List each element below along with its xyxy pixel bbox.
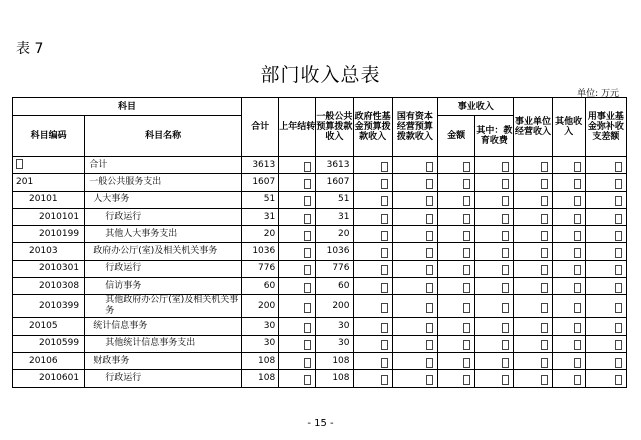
placeholder-box-icon — [615, 179, 622, 189]
fund-balance-header: 用事业基金弥补收支差额 — [585, 98, 626, 157]
gov-fund-cell — [353, 208, 392, 225]
placeholder-box-icon — [574, 340, 581, 350]
placeholder-box-icon — [615, 323, 622, 333]
placeholder-box-icon — [615, 231, 622, 241]
fund-balance-cell — [585, 226, 626, 243]
placeholder-box-icon — [574, 179, 581, 189]
business-amount-cell — [438, 352, 475, 369]
state-capital-header: 国有资本经营预算拨款收入 — [392, 98, 437, 157]
total-cell: 108 — [242, 352, 279, 369]
placeholder-box-icon — [463, 323, 470, 333]
placeholder-box-icon — [304, 358, 311, 368]
placeholder-box-icon — [426, 265, 433, 275]
placeholder-box-icon — [541, 375, 548, 385]
general-cell: 60 — [316, 278, 353, 295]
placeholder-box-icon — [574, 231, 581, 241]
placeholder-box-icon — [615, 248, 622, 258]
other-income-cell — [552, 208, 585, 225]
business-amount-cell — [438, 174, 475, 191]
state-capital-cell — [392, 278, 437, 295]
subject-code-cell: 2010199 — [13, 226, 85, 243]
placeholder-box-icon — [304, 248, 311, 258]
placeholder-box-icon — [426, 179, 433, 189]
business-amount-cell — [438, 318, 475, 335]
unit-business-cell — [514, 278, 552, 295]
placeholder-box-icon — [381, 340, 388, 350]
placeholder-box-icon — [502, 196, 509, 206]
general-cell: 3613 — [316, 157, 353, 174]
unit-business-cell — [514, 295, 552, 318]
carryover-header: 上年结转 — [279, 98, 316, 157]
fund-balance-cell — [585, 352, 626, 369]
placeholder-box-icon — [304, 214, 311, 224]
business-amount-cell — [438, 370, 475, 387]
unit-business-cell — [514, 243, 552, 260]
education-fee-cell — [475, 278, 514, 295]
unit-business-cell — [514, 318, 552, 335]
state-capital-cell — [392, 226, 437, 243]
other-income-cell — [552, 318, 585, 335]
carryover-cell — [279, 278, 316, 295]
fund-balance-cell — [585, 191, 626, 208]
placeholder-box-icon — [463, 214, 470, 224]
other-income-cell — [552, 278, 585, 295]
state-capital-cell — [392, 174, 437, 191]
table-row — [13, 295, 627, 318]
subject-name-cell: 政府办公厅(室)及相关机关事务 — [85, 243, 242, 260]
placeholder-box-icon — [381, 248, 388, 258]
unit-business-header: 事业单位经营收入 — [514, 98, 552, 157]
placeholder-box-icon — [381, 283, 388, 293]
placeholder-box-icon — [615, 340, 622, 350]
subject-name-cell: 统计信息事务 — [85, 318, 242, 335]
gov-fund-cell — [353, 157, 392, 174]
placeholder-box-icon — [426, 303, 433, 313]
subject-name-cell: 行政运行 — [85, 208, 242, 225]
placeholder-box-icon — [574, 323, 581, 333]
placeholder-box-icon — [304, 179, 311, 189]
state-capital-cell — [392, 243, 437, 260]
education-fee-cell — [475, 243, 514, 260]
table-row — [13, 157, 627, 174]
subject-name-cell: 财政事务 — [85, 352, 242, 369]
placeholder-box-icon — [463, 179, 470, 189]
placeholder-box-icon — [381, 231, 388, 241]
subject-name-cell: 信访事务 — [85, 278, 242, 295]
page-number: - 15 - — [307, 418, 334, 429]
business-amount-cell — [438, 226, 475, 243]
placeholder-box-icon — [463, 248, 470, 258]
document-title: 部门收入总表 — [260, 64, 381, 86]
gov-fund-cell — [353, 278, 392, 295]
placeholder-box-icon — [463, 231, 470, 241]
fund-balance-cell — [585, 318, 626, 335]
carryover-cell — [279, 208, 316, 225]
gov-fund-cell — [353, 243, 392, 260]
total-cell: 1036 — [242, 243, 279, 260]
business-amount-cell — [438, 260, 475, 277]
placeholder-box-icon — [426, 162, 433, 172]
subject-name-cell: 人大事务 — [85, 191, 242, 208]
placeholder-box-icon — [502, 248, 509, 258]
education-fee-cell — [475, 208, 514, 225]
unit-business-cell — [514, 370, 552, 387]
placeholder-box-icon — [381, 358, 388, 368]
placeholder-box-icon — [615, 283, 622, 293]
business-amount-cell — [438, 295, 475, 318]
placeholder-box-icon — [541, 179, 548, 189]
carryover-cell — [279, 226, 316, 243]
carryover-cell — [279, 260, 316, 277]
unit-business-cell — [514, 208, 552, 225]
placeholder-box-icon — [304, 231, 311, 241]
education-fee-cell — [475, 352, 514, 369]
placeholder-box-icon — [463, 303, 470, 313]
placeholder-box-icon — [426, 283, 433, 293]
placeholder-box-icon — [381, 265, 388, 275]
business-income-header: 事业收入 — [438, 98, 514, 116]
general-cell: 1607 — [316, 174, 353, 191]
general-cell: 51 — [316, 191, 353, 208]
table-row — [13, 243, 627, 260]
fund-balance-cell — [585, 243, 626, 260]
table-row — [13, 191, 627, 208]
education-fee-cell — [475, 370, 514, 387]
subject-code-header: 科目编码 — [13, 116, 85, 157]
placeholder-box-icon — [463, 162, 470, 172]
business-amount-cell — [438, 157, 475, 174]
state-capital-cell — [392, 191, 437, 208]
placeholder-box-icon — [541, 303, 548, 313]
business-amount-cell — [438, 278, 475, 295]
subject-code-cell: 2010601 — [13, 370, 85, 387]
fund-balance-cell — [585, 157, 626, 174]
placeholder-box-icon — [502, 375, 509, 385]
gov-fund-cell — [353, 318, 392, 335]
subject-code-cell — [13, 157, 85, 174]
placeholder-box-icon — [304, 162, 311, 172]
placeholder-box-icon — [502, 340, 509, 350]
other-income-cell — [552, 295, 585, 318]
table-row — [13, 208, 627, 225]
subject-code-cell: 201 — [13, 174, 85, 191]
fund-balance-cell — [585, 295, 626, 318]
education-fee-cell — [475, 191, 514, 208]
placeholder-box-icon — [16, 159, 23, 169]
state-capital-cell — [392, 260, 437, 277]
placeholder-box-icon — [502, 265, 509, 275]
total-cell: 30 — [242, 318, 279, 335]
unit-business-cell — [514, 157, 552, 174]
placeholder-box-icon — [381, 214, 388, 224]
education-fee-cell — [475, 335, 514, 352]
fund-balance-cell — [585, 174, 626, 191]
placeholder-box-icon — [463, 340, 470, 350]
fund-balance-cell — [585, 335, 626, 352]
general-cell: 20 — [316, 226, 353, 243]
placeholder-box-icon — [304, 283, 311, 293]
subject-code-cell: 2010399 — [13, 295, 85, 318]
placeholder-box-icon — [304, 196, 311, 206]
gov-fund-cell — [353, 174, 392, 191]
placeholder-box-icon — [502, 162, 509, 172]
general-cell: 200 — [316, 295, 353, 318]
state-capital-cell — [392, 157, 437, 174]
placeholder-box-icon — [426, 196, 433, 206]
other-income-cell — [552, 191, 585, 208]
unit-business-cell — [514, 260, 552, 277]
carryover-cell — [279, 295, 316, 318]
placeholder-box-icon — [463, 283, 470, 293]
placeholder-box-icon — [615, 303, 622, 313]
placeholder-box-icon — [463, 265, 470, 275]
education-fee-cell — [475, 295, 514, 318]
placeholder-box-icon — [381, 196, 388, 206]
gov-fund-header: 政府性基金预算拨款收入 — [353, 98, 392, 157]
placeholder-box-icon — [426, 358, 433, 368]
state-capital-cell — [392, 352, 437, 369]
placeholder-box-icon — [502, 303, 509, 313]
gov-fund-cell — [353, 352, 392, 369]
unit-business-cell — [514, 174, 552, 191]
general-budget-header: 一般公共预算拨款收入 — [316, 98, 353, 157]
placeholder-box-icon — [426, 323, 433, 333]
placeholder-box-icon — [541, 162, 548, 172]
placeholder-box-icon — [574, 196, 581, 206]
placeholder-box-icon — [381, 162, 388, 172]
placeholder-box-icon — [381, 179, 388, 189]
placeholder-box-icon — [541, 340, 548, 350]
gov-fund-cell — [353, 335, 392, 352]
other-income-header: 其他收入 — [552, 98, 585, 157]
placeholder-box-icon — [426, 340, 433, 350]
carryover-cell — [279, 370, 316, 387]
other-income-cell — [552, 352, 585, 369]
subject-code-cell: 2010599 — [13, 335, 85, 352]
total-cell: 108 — [242, 370, 279, 387]
subject-code-cell: 20101 — [13, 191, 85, 208]
state-capital-cell — [392, 318, 437, 335]
education-fee-cell — [475, 226, 514, 243]
income-summary-table — [12, 97, 627, 388]
placeholder-box-icon — [541, 196, 548, 206]
placeholder-box-icon — [541, 265, 548, 275]
education-fee-cell — [475, 260, 514, 277]
state-capital-cell — [392, 295, 437, 318]
placeholder-box-icon — [574, 162, 581, 172]
placeholder-box-icon — [502, 358, 509, 368]
gov-fund-cell — [353, 191, 392, 208]
business-amount-cell — [438, 335, 475, 352]
subject-name-cell: 其他人大事务支出 — [85, 226, 242, 243]
placeholder-box-icon — [502, 283, 509, 293]
placeholder-box-icon — [381, 303, 388, 313]
placeholder-box-icon — [304, 265, 311, 275]
placeholder-box-icon — [615, 196, 622, 206]
placeholder-box-icon — [304, 323, 311, 333]
unit-business-cell — [514, 335, 552, 352]
placeholder-box-icon — [615, 358, 622, 368]
carryover-cell — [279, 191, 316, 208]
unit-business-cell — [514, 226, 552, 243]
business-amount-cell — [438, 243, 475, 260]
placeholder-box-icon — [541, 283, 548, 293]
placeholder-box-icon — [463, 196, 470, 206]
total-cell: 3613 — [242, 157, 279, 174]
placeholder-box-icon — [463, 358, 470, 368]
business-amount-header: 金额 — [438, 116, 475, 157]
other-income-cell — [552, 174, 585, 191]
placeholder-box-icon — [574, 214, 581, 224]
total-cell: 30 — [242, 335, 279, 352]
subject-name-cell: 合计 — [85, 157, 242, 174]
placeholder-box-icon — [502, 179, 509, 189]
education-fee-cell — [475, 318, 514, 335]
table-row — [13, 318, 627, 335]
placeholder-box-icon — [574, 375, 581, 385]
table-number: 表 7 — [16, 41, 44, 57]
placeholder-box-icon — [502, 231, 509, 241]
total-cell: 20 — [242, 226, 279, 243]
subject-name-cell: 一般公共服务支出 — [85, 174, 242, 191]
gov-fund-cell — [353, 295, 392, 318]
general-cell: 108 — [316, 352, 353, 369]
fund-balance-cell — [585, 208, 626, 225]
subject-name-cell: 行政运行 — [85, 260, 242, 277]
gov-fund-cell — [353, 260, 392, 277]
total-cell: 200 — [242, 295, 279, 318]
other-income-cell — [552, 157, 585, 174]
business-amount-cell — [438, 208, 475, 225]
table-row — [13, 370, 627, 387]
gov-fund-cell — [353, 370, 392, 387]
placeholder-box-icon — [574, 265, 581, 275]
placeholder-box-icon — [615, 265, 622, 275]
subject-code-cell: 2010101 — [13, 208, 85, 225]
education-fee-cell — [475, 157, 514, 174]
fund-balance-cell — [585, 370, 626, 387]
table-body — [13, 157, 627, 388]
placeholder-box-icon — [574, 248, 581, 258]
placeholder-box-icon — [541, 323, 548, 333]
general-cell: 30 — [316, 335, 353, 352]
placeholder-box-icon — [426, 375, 433, 385]
placeholder-box-icon — [502, 214, 509, 224]
placeholder-box-icon — [615, 214, 622, 224]
table-row — [13, 174, 627, 191]
other-income-cell — [552, 335, 585, 352]
carryover-cell — [279, 318, 316, 335]
subject-code-cell: 2010308 — [13, 278, 85, 295]
general-cell: 31 — [316, 208, 353, 225]
placeholder-box-icon — [463, 375, 470, 385]
placeholder-box-icon — [574, 283, 581, 293]
general-cell: 108 — [316, 370, 353, 387]
placeholder-box-icon — [541, 231, 548, 241]
placeholder-box-icon — [426, 214, 433, 224]
subject-code-cell: 20103 — [13, 243, 85, 260]
table-row — [13, 226, 627, 243]
placeholder-box-icon — [541, 248, 548, 258]
total-cell: 1607 — [242, 174, 279, 191]
placeholder-box-icon — [502, 323, 509, 333]
placeholder-box-icon — [574, 358, 581, 368]
other-income-cell — [552, 243, 585, 260]
placeholder-box-icon — [304, 303, 311, 313]
table-row — [13, 335, 627, 352]
total-cell: 31 — [242, 208, 279, 225]
table-row — [13, 260, 627, 277]
placeholder-box-icon — [574, 303, 581, 313]
subject-name-header: 科目名称 — [85, 116, 242, 157]
general-cell: 30 — [316, 318, 353, 335]
table-row — [13, 352, 627, 369]
carryover-cell — [279, 157, 316, 174]
fund-balance-cell — [585, 260, 626, 277]
general-cell: 1036 — [316, 243, 353, 260]
total-cell: 776 — [242, 260, 279, 277]
table-row — [13, 278, 627, 295]
total-header: 合计 — [242, 98, 279, 157]
other-income-cell — [552, 226, 585, 243]
placeholder-box-icon — [381, 375, 388, 385]
unit-business-cell — [514, 191, 552, 208]
subject-code-cell: 20105 — [13, 318, 85, 335]
subject-code-cell: 20106 — [13, 352, 85, 369]
placeholder-box-icon — [426, 231, 433, 241]
subject-group-header: 科目 — [13, 98, 242, 116]
general-cell: 776 — [316, 260, 353, 277]
subject-name-cell: 其他统计信息事务支出 — [85, 335, 242, 352]
subject-name-cell: 其他政府办公厅(室)及相关机关事务 — [85, 295, 242, 318]
carryover-cell — [279, 335, 316, 352]
state-capital-cell — [392, 335, 437, 352]
placeholder-box-icon — [381, 323, 388, 333]
other-income-cell — [552, 370, 585, 387]
subject-code-cell: 2010301 — [13, 260, 85, 277]
total-cell: 60 — [242, 278, 279, 295]
other-income-cell — [552, 260, 585, 277]
placeholder-box-icon — [615, 162, 622, 172]
carryover-cell — [279, 352, 316, 369]
subject-name-cell: 行政运行 — [85, 370, 242, 387]
total-cell: 51 — [242, 191, 279, 208]
placeholder-box-icon — [426, 248, 433, 258]
carryover-cell — [279, 243, 316, 260]
business-amount-cell — [438, 191, 475, 208]
placeholder-box-icon — [541, 214, 548, 224]
placeholder-box-icon — [615, 375, 622, 385]
placeholder-box-icon — [304, 340, 311, 350]
education-fee-header: 其中：教育收费 — [475, 116, 514, 157]
unit-business-cell — [514, 352, 552, 369]
placeholder-box-icon — [304, 375, 311, 385]
state-capital-cell — [392, 370, 437, 387]
education-fee-cell — [475, 174, 514, 191]
fund-balance-cell — [585, 278, 626, 295]
state-capital-cell — [392, 208, 437, 225]
placeholder-box-icon — [541, 358, 548, 368]
gov-fund-cell — [353, 226, 392, 243]
unit-label: 单位: 万元 — [577, 89, 619, 99]
carryover-cell — [279, 174, 316, 191]
